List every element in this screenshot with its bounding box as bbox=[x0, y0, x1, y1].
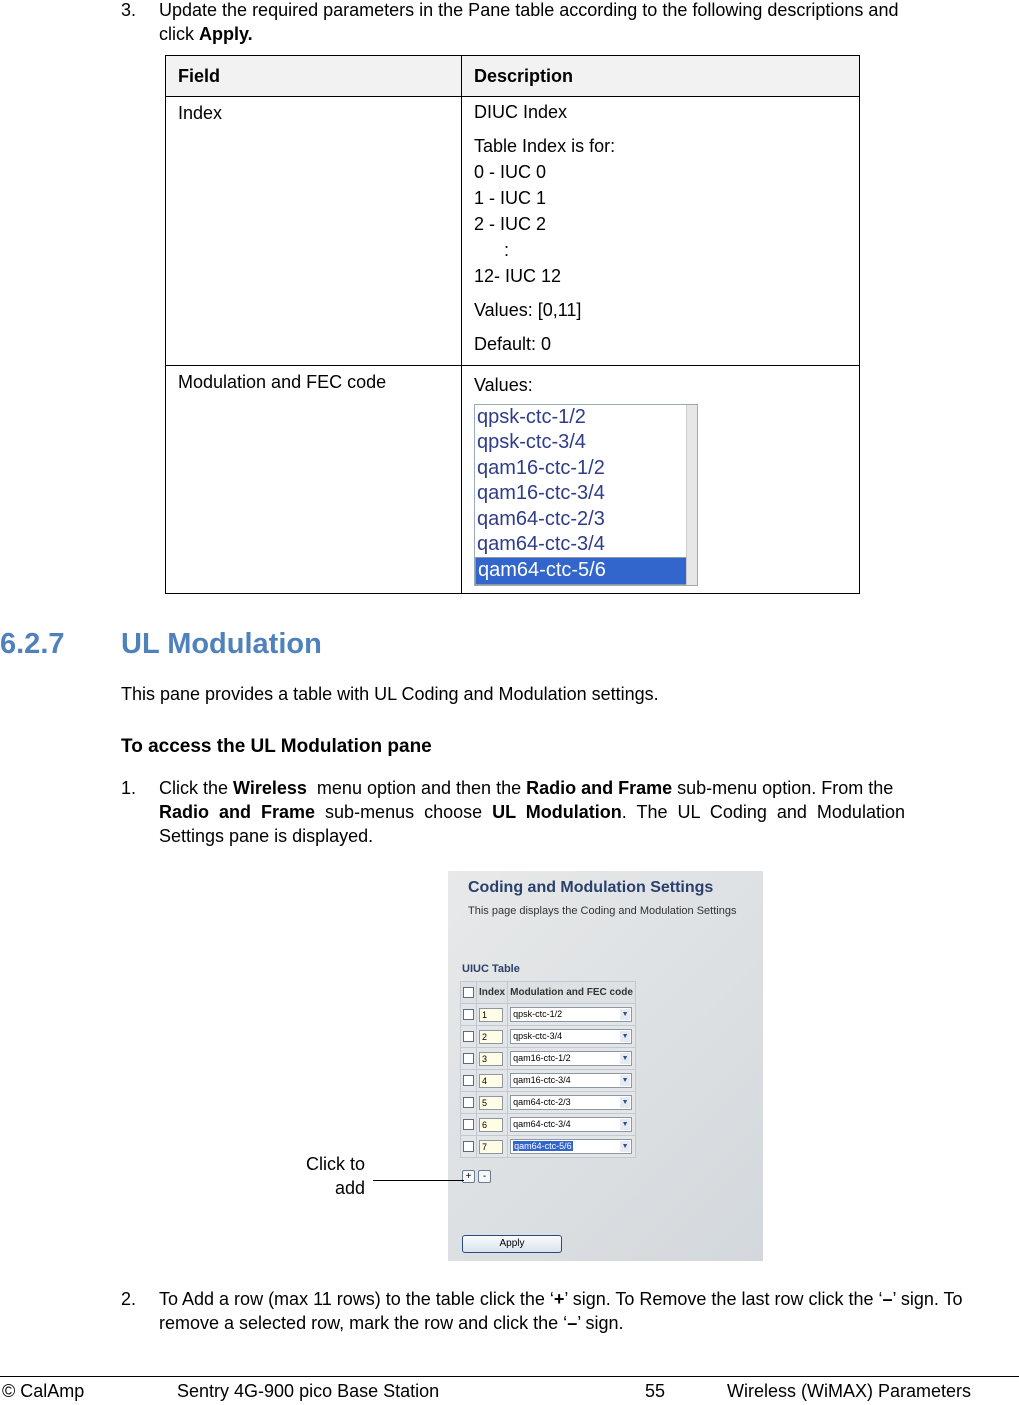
index-field[interactable]: 3 bbox=[479, 1052, 503, 1066]
step-number: 3. bbox=[121, 0, 137, 20]
table-row bbox=[461, 1092, 636, 1114]
index-field[interactable]: 2 bbox=[479, 1030, 503, 1044]
col-modulation: Modulation and FEC code bbox=[508, 982, 636, 1004]
listbox-option[interactable]: qam16-ctc-3/4 bbox=[477, 482, 605, 505]
modulation-select[interactable]: qam64-ctc-2/3 ▼ bbox=[510, 1095, 632, 1110]
chevron-down-icon: ▼ bbox=[621, 1099, 629, 1106]
table-row bbox=[461, 1070, 636, 1092]
listbox-option-selected[interactable]: qam64-ctc-5/6 bbox=[475, 557, 687, 584]
table-row bbox=[461, 1004, 636, 1026]
row-checkbox[interactable] bbox=[463, 1141, 474, 1152]
uiuc-header-row bbox=[461, 982, 636, 1004]
listbox-scrollbar[interactable] bbox=[686, 405, 697, 585]
apply-button[interactable]: Apply bbox=[462, 1235, 562, 1253]
modulation-select[interactable]: qpsk-ctc-3/4 ▼ bbox=[510, 1029, 632, 1044]
listbox-option[interactable]: qam16-ctc-1/2 bbox=[477, 456, 605, 479]
step-number: 1. bbox=[121, 778, 137, 798]
screenshot-title: Coding and Modulation Settings bbox=[468, 879, 714, 896]
table-row bbox=[166, 366, 860, 594]
footer-page-number: 55 bbox=[645, 1381, 666, 1401]
modulation-select[interactable]: qam16-ctc-1/2 ▼ bbox=[510, 1051, 632, 1066]
field-modulation: Modulation and FEC code bbox=[166, 366, 462, 594]
row-checkbox[interactable] bbox=[463, 1009, 474, 1020]
col-index: Index bbox=[477, 982, 508, 1004]
footer-product: Sentry 4G-900 pico Base Station bbox=[177, 1381, 440, 1401]
listbox-option[interactable]: qpsk-ctc-3/4 bbox=[477, 431, 586, 454]
click-to-add-callout: Click to add bbox=[305, 1154, 365, 1198]
chevron-down-icon: ▼ bbox=[621, 1143, 629, 1150]
uiuc-table-title: UIUC Table bbox=[462, 963, 520, 975]
header-description: Description bbox=[462, 56, 860, 97]
index-map: Table Index is for: 0 - IUC 0 1 - IUC 1 2 - IUC 2 : 12- IUC 12 bbox=[474, 136, 616, 286]
row-checkbox[interactable] bbox=[463, 1075, 474, 1086]
chevron-down-icon: ▼ bbox=[621, 1121, 629, 1128]
listbox-option[interactable]: qam64-ctc-2/3 bbox=[477, 507, 605, 530]
row-checkbox[interactable] bbox=[463, 1119, 474, 1130]
table-row bbox=[166, 97, 860, 366]
screenshot-subtitle: This page displays the Coding and Modulation Settings bbox=[468, 905, 737, 917]
section-intro: This pane provides a table with UL Coding and Modulation settings. bbox=[121, 684, 659, 704]
step3-text: Update the required parameters in the Pane table according to the following descriptions and click Apply. bbox=[159, 0, 899, 44]
chevron-down-icon: ▼ bbox=[621, 1033, 629, 1040]
index-field[interactable]: 4 bbox=[479, 1074, 503, 1088]
select-all-checkbox[interactable] bbox=[463, 987, 474, 998]
footer-divider bbox=[0, 1376, 1019, 1377]
step1-text: Click the Wireless menu option and then the Radio and Frame sub-menu option. From the Radio and Frame sub-menus choose UL Modulation. The UL Coding and Modulation Settings pane is displayed. bbox=[159, 778, 905, 846]
modulation-select[interactable]: qam16-ctc-3/4 ▼ bbox=[510, 1073, 632, 1088]
modulation-select[interactable]: qam64-ctc-3/4 ▼ bbox=[510, 1117, 632, 1132]
index-field[interactable]: 6 bbox=[479, 1118, 503, 1132]
listbox-option[interactable]: qam64-ctc-3/4 bbox=[477, 532, 605, 555]
index-field[interactable]: 7 bbox=[479, 1140, 503, 1154]
add-row-button[interactable]: + bbox=[462, 1170, 475, 1183]
field-index: Index bbox=[166, 97, 462, 366]
table-row bbox=[461, 1136, 636, 1158]
footer-chapter: Wireless (WiMAX) Parameters bbox=[727, 1381, 972, 1401]
row-checkbox[interactable] bbox=[463, 1053, 474, 1064]
index-field[interactable]: 1 bbox=[479, 1008, 503, 1022]
header-field: Field bbox=[166, 56, 462, 97]
footer-copyright: © CalAmp bbox=[2, 1381, 85, 1401]
chevron-down-icon: ▼ bbox=[621, 1077, 629, 1084]
index-description: DIUC Index Table Index is for: 0 - IUC 0 1 - IUC 1 2 - IUC 2 : 12- IUC 12 Values: [0,11] Default: 0 bbox=[462, 97, 860, 366]
step-number: 2. bbox=[121, 1289, 137, 1309]
uiuc-table bbox=[460, 981, 636, 1158]
modulation-select[interactable]: qpsk-ctc-1/2 ▼ bbox=[510, 1007, 632, 1022]
step2-text: To Add a row (max 11 rows) to the table click the ‘+’ sign. To Remove the last row click the ‘–’ sign. To remove a selected row, mark the row and click the ‘–’ sign. bbox=[159, 1289, 963, 1333]
coding-modulation-screenshot bbox=[448, 871, 763, 1261]
modulation-description: Values: qpsk-ctc-1/2 qpsk-ctc-3/4 qam16-ctc-1/2 qam16-ctc-3/4 qam64-ctc-2/3 qam64-ctc-3/4 qam64-ctc-5/6 bbox=[462, 366, 860, 594]
modulation-select[interactable]: qam64-ctc-5/6 ▼ bbox=[510, 1139, 632, 1154]
section-heading: 6.2.7 UL Modulation bbox=[0, 628, 322, 660]
callout-line bbox=[373, 1180, 464, 1181]
table-row bbox=[461, 1048, 636, 1070]
row-checkbox[interactable] bbox=[463, 1097, 474, 1108]
table-header-row bbox=[166, 56, 860, 97]
index-field[interactable]: 5 bbox=[479, 1096, 503, 1110]
parameters-table bbox=[165, 55, 860, 594]
chevron-down-icon: ▼ bbox=[621, 1011, 629, 1018]
table-row bbox=[461, 1114, 636, 1136]
chevron-down-icon: ▼ bbox=[621, 1055, 629, 1062]
table-row bbox=[461, 1026, 636, 1048]
remove-row-button[interactable]: - bbox=[478, 1170, 491, 1183]
access-heading: To access the UL Modulation pane bbox=[121, 736, 432, 757]
modulation-listbox[interactable] bbox=[474, 404, 698, 586]
row-checkbox[interactable] bbox=[463, 1031, 474, 1042]
listbox-option[interactable]: qpsk-ctc-1/2 bbox=[477, 406, 586, 428]
